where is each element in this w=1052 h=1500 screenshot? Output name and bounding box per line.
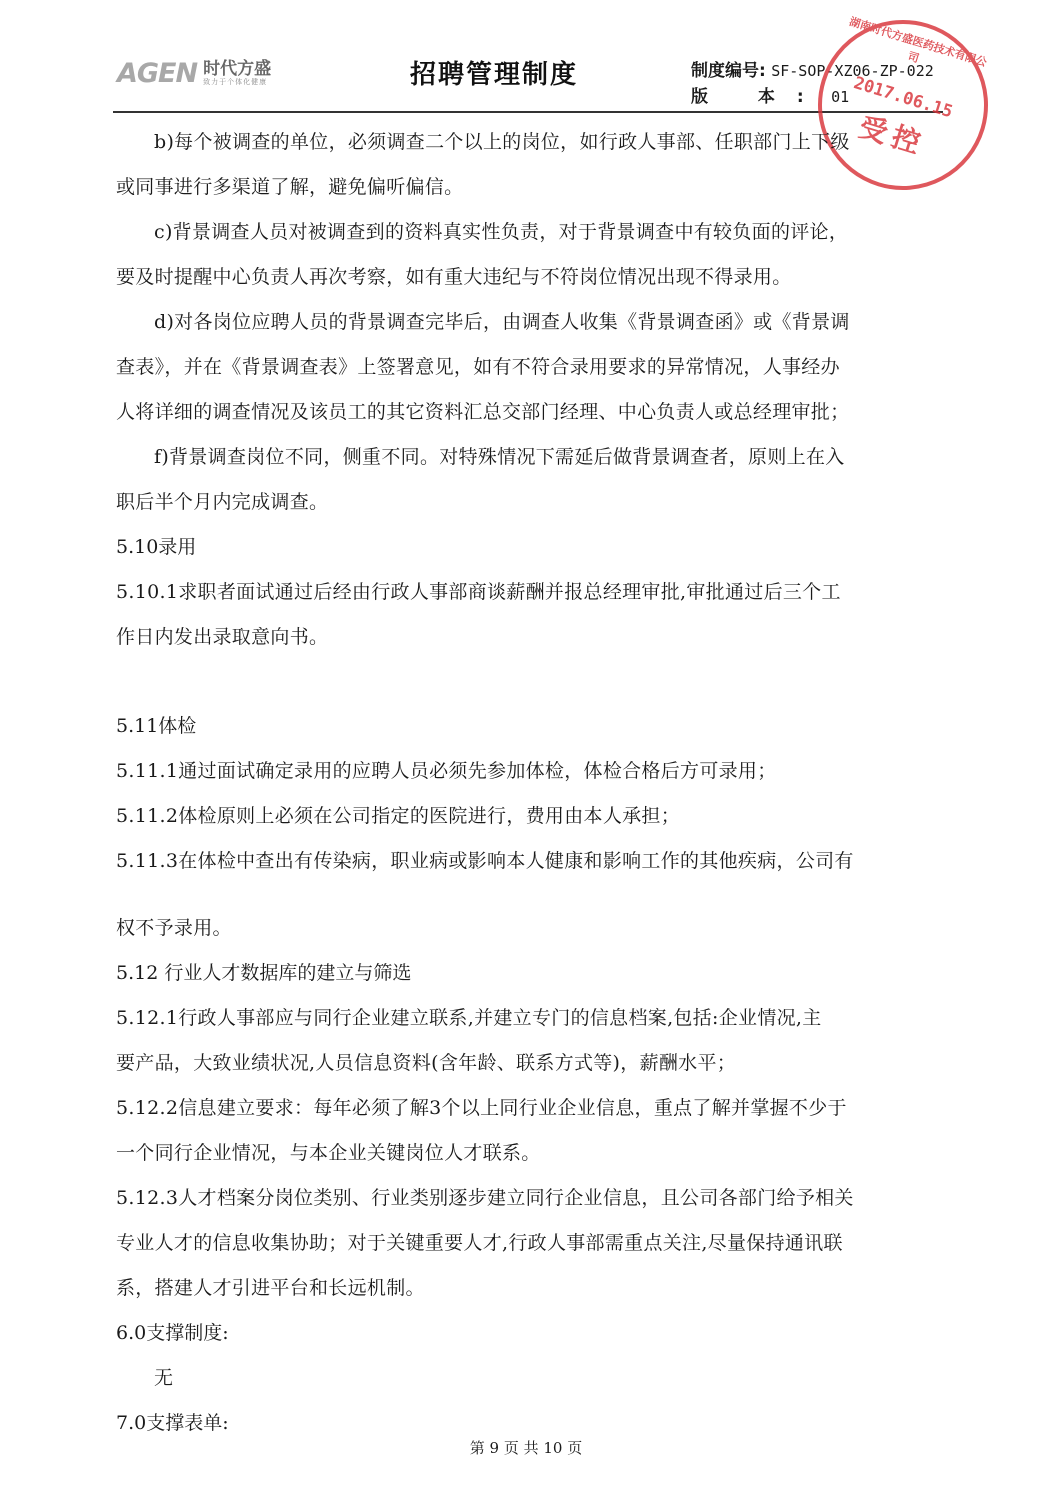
seal-organization: 湖南时代方盛医药技术有限公司 (847, 15, 989, 70)
document-body (116, 120, 944, 1446)
section-6-content: 无 (154, 1367, 174, 1389)
code-value: SF-SOP-XZ06-ZP-022 (771, 62, 934, 80)
item-5-11-1: 5.11.1通过面试确定录用的应聘人员必须先参加体检，体检合格后方可录用； (116, 760, 777, 782)
item-5-10-1-line2: 作日内发出录取意向书。 (116, 626, 329, 648)
logo-wordmark: AGEN (117, 57, 198, 89)
item-5-12-1-line2: 要产品，大致业绩状况,人员信息资料(含年龄、联系方式等)，薪酬水平； (116, 1052, 737, 1074)
section-5-12-heading: 5.12 行业人才数据库的建立与筛选 (116, 962, 412, 984)
document-title: 招聘管理制度 (410, 60, 579, 90)
page-number: 第 9 页 共 10 页 (469, 1439, 583, 1457)
para-f-line2: 职后半个月内完成调查。 (116, 491, 329, 513)
para-d-line3: 人将详细的调查情况及该员工的其它资料汇总交部门经理、中心负责人或总经理审批； (116, 401, 850, 423)
seal-date: 2017.06.15 (851, 73, 955, 123)
logo-slogan: 致力于个体化健康 (203, 77, 268, 86)
para-d-line2: 查表》，并在《背景调查表》上签署意见，如有不符合录用要求的异常情况，人事经办 (116, 356, 840, 378)
item-5-12-3-line3: 系，搭建人才引进平台和长远机制。 (116, 1277, 425, 1299)
version-value: 01 (831, 88, 850, 106)
logo-company-name: 时代方盛 (203, 58, 272, 79)
item-5-12-3-line1: 5.12.3人才档案分岗位类别、行业类别逐步建立同行企业信息，且公司各部门给予相关 (116, 1187, 854, 1209)
para-b-line2: 或同事进行多渠道了解，避免偏听偏信。 (116, 176, 464, 198)
para-d-line1: d)对各岗位应聘人员的背景调查完毕后，由调查人收集《背景调查函》或《背景调 (154, 311, 850, 333)
company-logo (117, 56, 271, 90)
section-5-11-heading: 5.11体检 (116, 715, 197, 737)
para-c-line1: c)背景调查人员对被调查到的资料真实性负责，对于背景调查中有较负面的评论， (154, 221, 849, 243)
item-5-12-2-line1: 5.12.2信息建立要求：每年必须了解3个以上同行业企业信息，重点了解并掌握不少于 (116, 1097, 847, 1119)
item-5-12-2-line2: 一个同行企业情况，与本企业关键岗位人才联系。 (116, 1142, 541, 1164)
version-label: 版 本: (691, 87, 826, 107)
spacer (116, 660, 944, 704)
item-5-10-1-line1: 5.10.1求职者面试通过后经由行政人事部商谈薪酬并报总经理审批,审批通过后三个工 (116, 581, 841, 603)
item-5-12-1-line1: 5.12.1行政人事部应与同行企业建立联系,并建立专门的信息档案,包括:企业情况,主 (116, 1007, 822, 1029)
para-c-line2: 要及时提醒中心负责人再次考察，如有重大违纪与不符岗位情况出现不得录用。 (116, 266, 792, 288)
para-f-line1: f)背景调查岗位不同，侧重不同。对特殊情况下需延后做背景调查者，原则上在入 (154, 446, 845, 468)
section-7-heading: 7.0支撑表单: (116, 1412, 229, 1434)
item-5-11-2: 5.11.2体检原则上必须在公司指定的医院进行，费用由本人承担； (116, 805, 681, 827)
item-5-12-3-line2: 专业人才的信息收集协助；对于关键重要人才,行政人事部需重点关注,尽量保持通讯联 (116, 1232, 843, 1254)
code-label: 制度编号: (691, 61, 766, 81)
para-b-line1: b)每个被调查的单位，必须调查二个以上的岗位，如行政人事部、任职部门上下级 (154, 131, 850, 153)
item-5-11-3-line2: 权不予录用。 (116, 917, 232, 939)
spacer (116, 884, 944, 906)
section-5-10-heading: 5.10录用 (116, 536, 197, 558)
seal-controlled-mark: 受控 (855, 110, 930, 162)
section-6-heading: 6.0支撑制度: (116, 1322, 229, 1344)
item-5-11-3-line1: 5.11.3在体检中查出有传染病，职业病或影响本人健康和影响工作的其他疾病，公司有 (116, 850, 854, 872)
